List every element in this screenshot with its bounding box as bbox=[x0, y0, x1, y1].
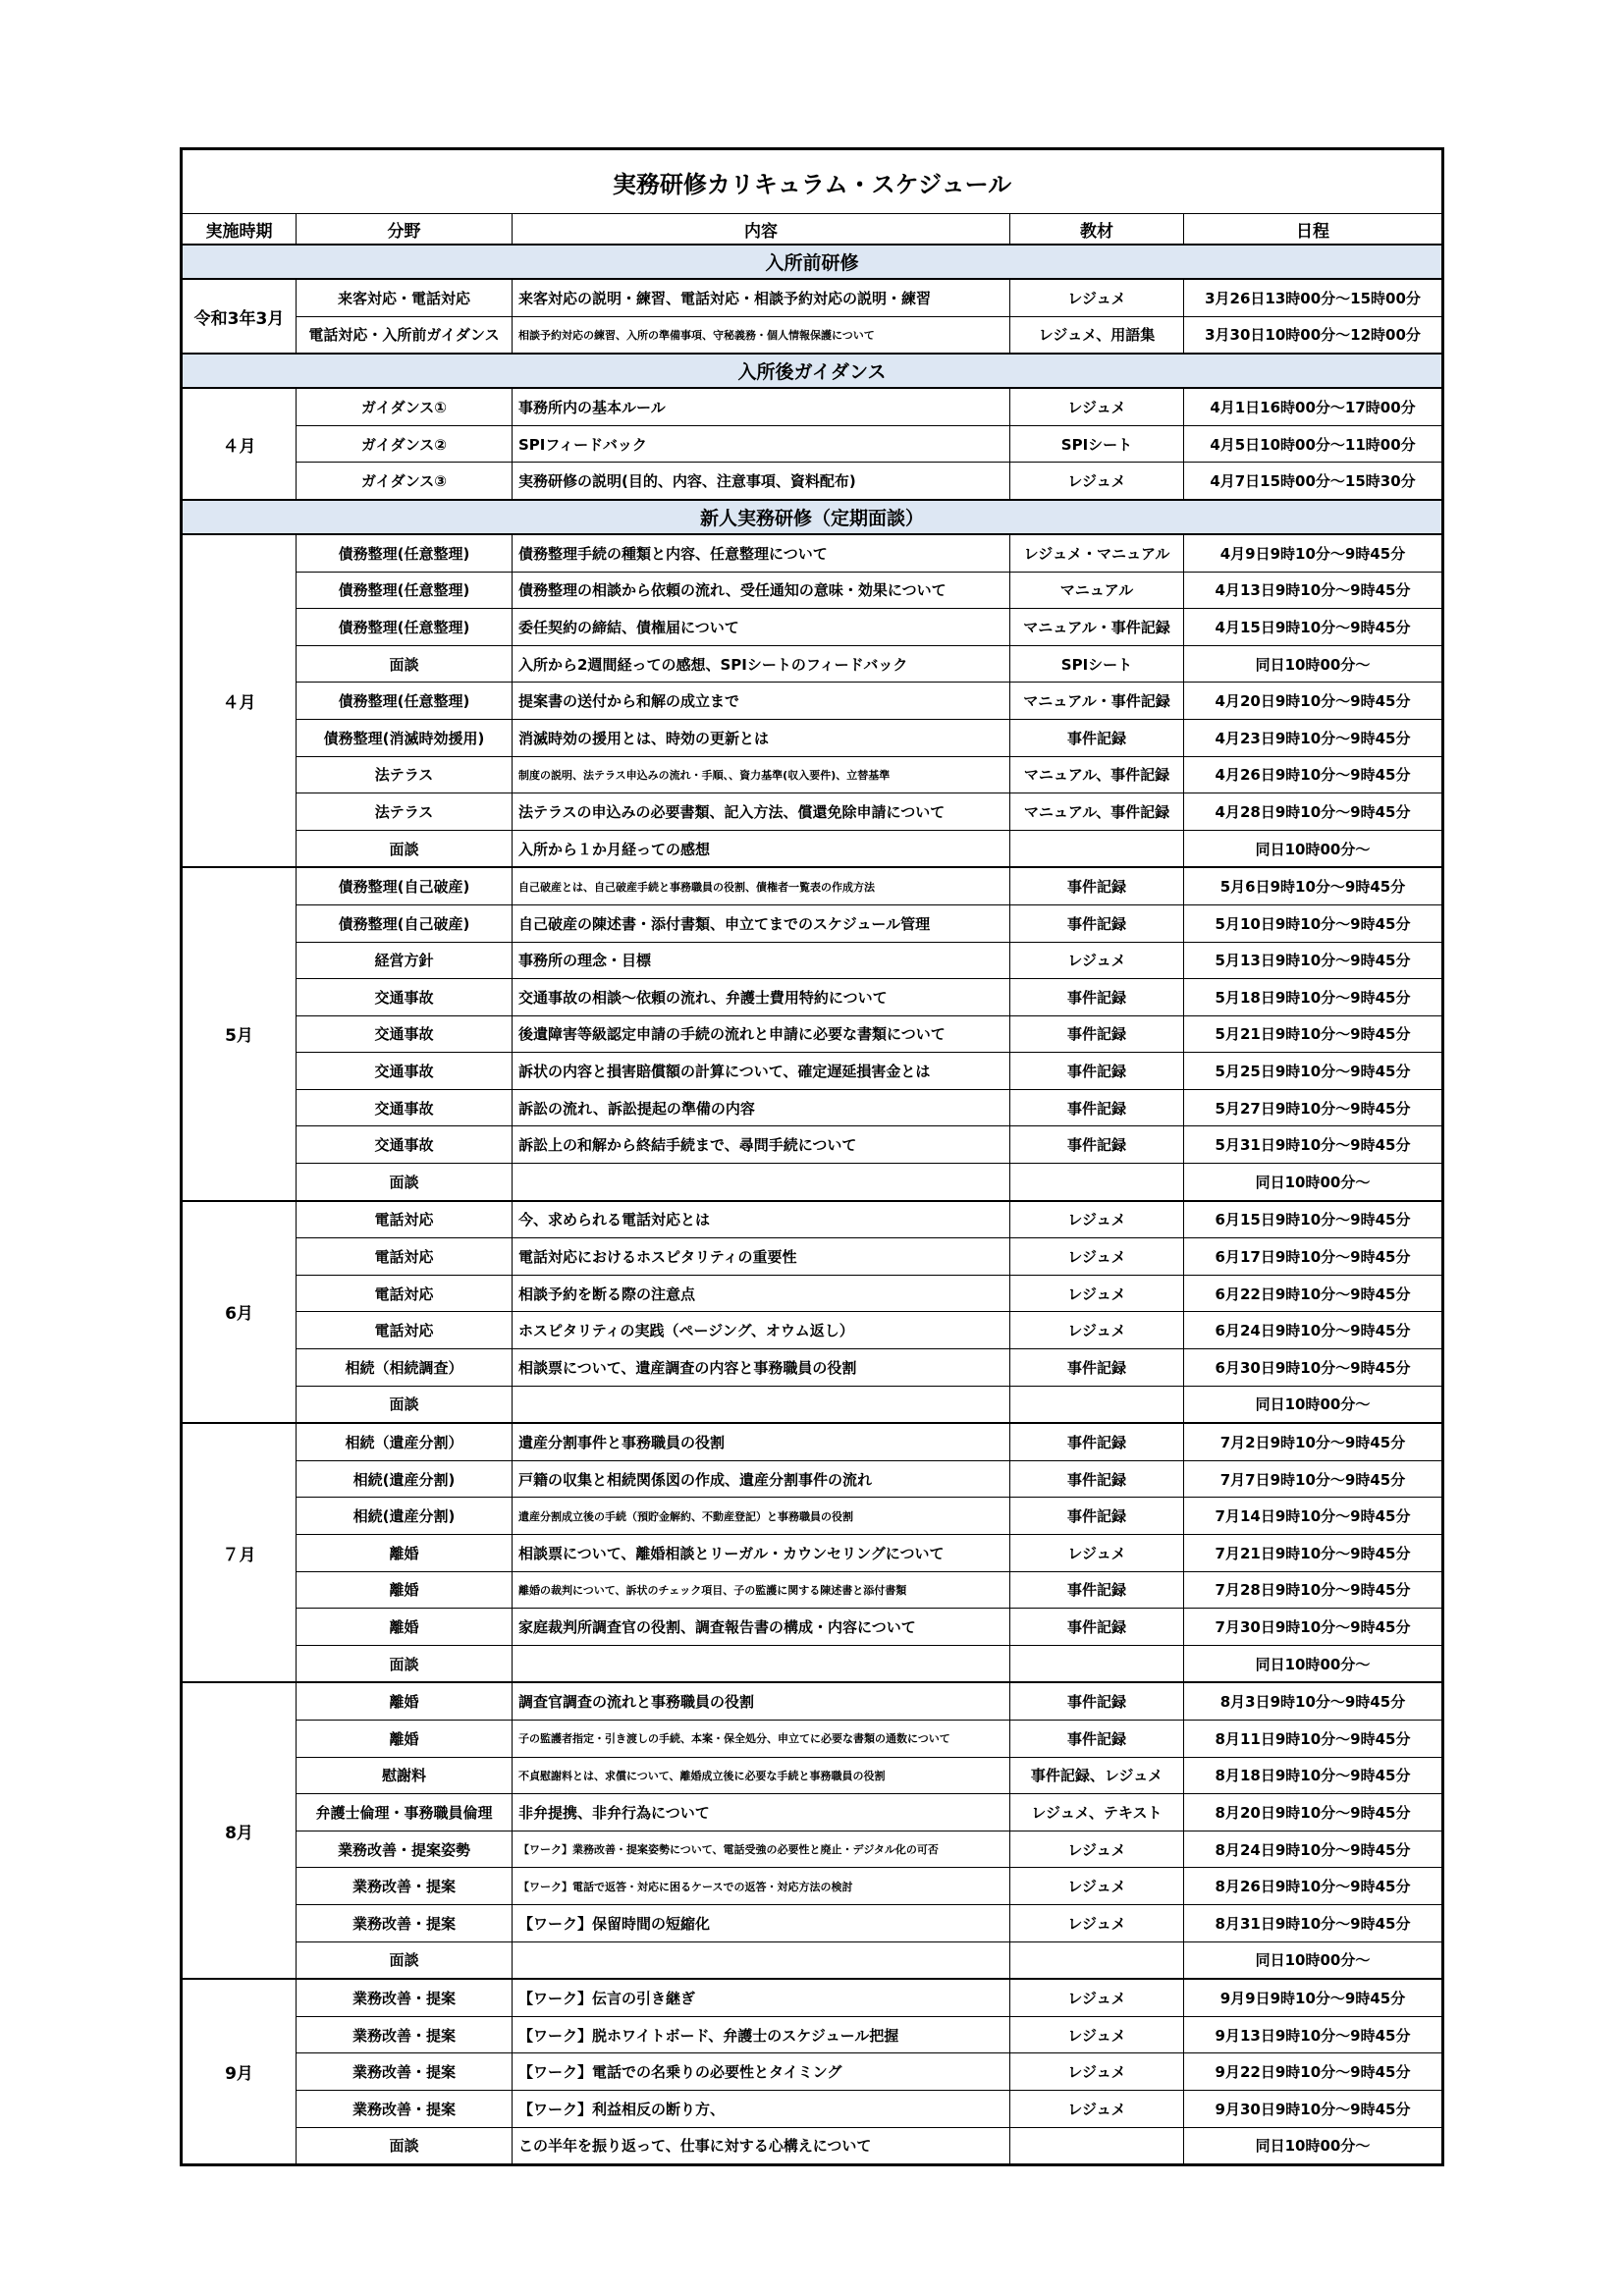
material-cell: レジュメ bbox=[1010, 1238, 1184, 1276]
content-cell: 非弁提携、非弁行為について bbox=[513, 1794, 1010, 1831]
material-cell: レジュメ bbox=[1010, 2016, 1184, 2053]
table-row bbox=[182, 756, 1443, 793]
field-cell: 債務整理(自己破産) bbox=[297, 867, 513, 904]
schedule-cell: 6月15日9時10分～9時45分 bbox=[1184, 1201, 1443, 1238]
material-cell: 事件記録 bbox=[1010, 1682, 1184, 1720]
field-cell: 面談 bbox=[297, 1941, 513, 1979]
field-cell: 債務整理(任意整理) bbox=[297, 572, 513, 609]
field-cell: 電話対応 bbox=[297, 1312, 513, 1349]
schedule-cell: 6月30日9時10分～9時45分 bbox=[1184, 1349, 1443, 1387]
field-cell: 離婚 bbox=[297, 1535, 513, 1572]
schedule-cell: 同日10時00分～ bbox=[1184, 2127, 1443, 2165]
material-cell: SPIシート bbox=[1010, 425, 1184, 463]
table-row bbox=[182, 683, 1443, 720]
material-cell: レジュメ bbox=[1010, 1201, 1184, 1238]
schedule-cell: 4月15日9時10分～9時45分 bbox=[1184, 609, 1443, 646]
table-row bbox=[182, 609, 1443, 646]
field-cell: 離婚 bbox=[297, 1571, 513, 1609]
content-cell: 訴訟の流れ、訴訟提起の準備の内容 bbox=[513, 1089, 1010, 1126]
content-cell: 家庭裁判所調査官の役割、調査報告書の構成・内容について bbox=[513, 1609, 1010, 1646]
table-row bbox=[182, 2053, 1443, 2091]
material-cell: レジュメ、用語集 bbox=[1010, 316, 1184, 354]
material-cell: レジュメ bbox=[1010, 463, 1184, 500]
material-cell: レジュメ bbox=[1010, 1979, 1184, 2016]
field-cell: 交通事故 bbox=[297, 1015, 513, 1053]
field-cell: 債務整理(任意整理) bbox=[297, 683, 513, 720]
table-row bbox=[182, 463, 1443, 500]
table-row bbox=[182, 2016, 1443, 2053]
schedule-cell: 8月3日9時10分～9時45分 bbox=[1184, 1682, 1443, 1720]
material-cell: レジュメ bbox=[1010, 1535, 1184, 1572]
content-cell: 提案書の送付から和解の成立まで bbox=[513, 683, 1010, 720]
material-cell: レジュメ bbox=[1010, 1868, 1184, 1905]
material-cell bbox=[1010, 830, 1184, 867]
table-row bbox=[182, 1053, 1443, 1090]
table-row bbox=[182, 1831, 1443, 1868]
content-cell: 電話対応におけるホスピタリティの重要性 bbox=[513, 1238, 1010, 1276]
header-field: 分野 bbox=[297, 214, 513, 246]
material-cell: 事件記録 bbox=[1010, 979, 1184, 1016]
schedule-cell: 9月30日9時10分～9時45分 bbox=[1184, 2090, 1443, 2127]
content-cell: 委任契約の締結、債権届について bbox=[513, 609, 1010, 646]
field-cell: 業務改善・提案 bbox=[297, 1904, 513, 1941]
content-cell: 債務整理の相談から依頼の流れ、受任通知の意味・効果について bbox=[513, 572, 1010, 609]
table-row bbox=[182, 904, 1443, 942]
table-row bbox=[182, 1682, 1443, 1720]
period-cell: 6月 bbox=[182, 1201, 297, 1424]
content-cell: 【ワーク】電話での名乗りの必要性とタイミング bbox=[513, 2053, 1010, 2091]
table-row bbox=[182, 279, 1443, 316]
field-cell: 弁護士倫理・事務職員倫理 bbox=[297, 1794, 513, 1831]
content-cell: 相談予約対応の練習、入所の準備事項、守秘義務・個人情報保護について bbox=[513, 316, 1010, 354]
content-cell: 消滅時効の援用とは、時効の更新とは bbox=[513, 719, 1010, 756]
field-cell: 面談 bbox=[297, 2127, 513, 2165]
material-cell: 事件記録 bbox=[1010, 1571, 1184, 1609]
material-cell bbox=[1010, 1645, 1184, 1682]
table-row bbox=[182, 1460, 1443, 1498]
material-cell: レジュメ bbox=[1010, 2090, 1184, 2127]
schedule-cell: 同日10時00分～ bbox=[1184, 1645, 1443, 1682]
material-cell: 事件記録 bbox=[1010, 1089, 1184, 1126]
material-cell: マニュアル bbox=[1010, 572, 1184, 609]
schedule-cell: 8月18日9時10分～9時45分 bbox=[1184, 1757, 1443, 1794]
field-cell: 債務整理(任意整理) bbox=[297, 534, 513, 572]
table-row bbox=[182, 719, 1443, 756]
material-cell: マニュアル・事件記録 bbox=[1010, 683, 1184, 720]
content-cell: 子の監護者指定・引き渡しの手続、本案・保全処分、申立てに必要な書類の通数について bbox=[513, 1720, 1010, 1757]
content-cell bbox=[513, 1941, 1010, 1979]
table-row bbox=[182, 1089, 1443, 1126]
table-row bbox=[182, 1498, 1443, 1535]
field-cell: 面談 bbox=[297, 1386, 513, 1423]
material-cell: マニュアル、事件記録 bbox=[1010, 793, 1184, 831]
schedule-cell: 3月26日13時00分～15時00分 bbox=[1184, 279, 1443, 316]
content-cell: 訴状の内容と損害賠償額の計算について、確定遅延損害金とは bbox=[513, 1053, 1010, 1090]
schedule-cell: 4月23日9時10分～9時45分 bbox=[1184, 719, 1443, 756]
schedule-cell: 8月24日9時10分～9時45分 bbox=[1184, 1831, 1443, 1868]
content-cell: 離婚の裁判について、訴状のチェック項目、子の監護に関する陳述書と添付書類 bbox=[513, 1571, 1010, 1609]
material-cell: 事件記録 bbox=[1010, 719, 1184, 756]
material-cell: SPIシート bbox=[1010, 645, 1184, 683]
material-cell: 事件記録 bbox=[1010, 1460, 1184, 1498]
table-row bbox=[182, 1015, 1443, 1053]
content-cell: 法テラスの申込みの必要書類、記入方法、償還免除申請について bbox=[513, 793, 1010, 831]
section-heading: 入所前研修 bbox=[182, 245, 1443, 279]
material-cell: 事件記録 bbox=[1010, 1720, 1184, 1757]
schedule-cell: 5月10日9時10分～9時45分 bbox=[1184, 904, 1443, 942]
field-cell: 法テラス bbox=[297, 756, 513, 793]
field-cell: 交通事故 bbox=[297, 979, 513, 1016]
schedule-cell: 8月26日9時10分～9時45分 bbox=[1184, 1868, 1443, 1905]
field-cell: 債務整理(自己破産) bbox=[297, 904, 513, 942]
period-cell: ４月 bbox=[182, 388, 297, 500]
material-cell: 事件記録 bbox=[1010, 904, 1184, 942]
content-cell: ホスピタリティの実践（ページング、オウム返し） bbox=[513, 1312, 1010, 1349]
table-row bbox=[182, 867, 1443, 904]
field-cell: 相続（相続調査） bbox=[297, 1349, 513, 1387]
table-row bbox=[182, 1645, 1443, 1682]
schedule-cell: 同日10時00分～ bbox=[1184, 1941, 1443, 1979]
material-cell: 事件記録 bbox=[1010, 1423, 1184, 1460]
content-cell bbox=[513, 1386, 1010, 1423]
schedule-cell: 4月26日9時10分～9時45分 bbox=[1184, 756, 1443, 793]
material-cell: レジュメ bbox=[1010, 388, 1184, 425]
material-cell: 事件記録 bbox=[1010, 1349, 1184, 1387]
field-cell: 相続（遺産分割） bbox=[297, 1423, 513, 1460]
content-cell: 制度の説明、法テラス申込みの流れ・手順、、資力基準(収入要件)、立替基準 bbox=[513, 756, 1010, 793]
content-cell: 事務所の理念・目標 bbox=[513, 942, 1010, 979]
section-row bbox=[182, 354, 1443, 388]
content-cell: SPIフィードバック bbox=[513, 425, 1010, 463]
content-cell bbox=[513, 1645, 1010, 1682]
schedule-cell: 8月11日9時10分～9時45分 bbox=[1184, 1720, 1443, 1757]
period-cell: 令和3年3月 bbox=[182, 279, 297, 354]
field-cell: 面談 bbox=[297, 830, 513, 867]
field-cell: 電話対応 bbox=[297, 1201, 513, 1238]
field-cell: 相続(遺産分割) bbox=[297, 1460, 513, 1498]
schedule-cell: 9月13日9時10分～9時45分 bbox=[1184, 2016, 1443, 2053]
content-cell: 遺産分割成立後の手続（預貯金解約、不動産登記）と事務職員の役割 bbox=[513, 1498, 1010, 1535]
table-row bbox=[182, 645, 1443, 683]
field-cell: 慰謝料 bbox=[297, 1757, 513, 1794]
schedule-cell: 5月6日9時10分～9時45分 bbox=[1184, 867, 1443, 904]
schedule-cell: 4月20日9時10分～9時45分 bbox=[1184, 683, 1443, 720]
field-cell: 法テラス bbox=[297, 793, 513, 831]
table-row bbox=[182, 793, 1443, 831]
field-cell: 業務改善・提案姿勢 bbox=[297, 1831, 513, 1868]
material-cell: マニュアル、事件記録 bbox=[1010, 756, 1184, 793]
schedule-cell: 5月31日9時10分～9時45分 bbox=[1184, 1126, 1443, 1164]
content-cell: 訴訟上の和解から終結手続まで、尋問手続について bbox=[513, 1126, 1010, 1164]
field-cell: 電話対応 bbox=[297, 1238, 513, 1276]
content-cell: 遺産分割事件と事務職員の役割 bbox=[513, 1423, 1010, 1460]
table-row bbox=[182, 1164, 1443, 1201]
material-cell bbox=[1010, 1386, 1184, 1423]
table-row bbox=[182, 425, 1443, 463]
field-cell: 交通事故 bbox=[297, 1089, 513, 1126]
period-cell: ４月 bbox=[182, 534, 297, 867]
schedule-cell: 同日10時00分～ bbox=[1184, 645, 1443, 683]
table-row bbox=[182, 1757, 1443, 1794]
content-cell: 事務所内の基本ルール bbox=[513, 388, 1010, 425]
header-content: 内容 bbox=[513, 214, 1010, 246]
content-cell: 今、求められる電話対応とは bbox=[513, 1201, 1010, 1238]
material-cell: 事件記録 bbox=[1010, 1498, 1184, 1535]
table-row bbox=[182, 1941, 1443, 1979]
content-cell: 【ワーク】保留時間の短縮化 bbox=[513, 1904, 1010, 1941]
schedule-cell: 4月7日15時00分～15時30分 bbox=[1184, 463, 1443, 500]
content-cell: 入所から2週間経っての感想、SPIシートのフィードバック bbox=[513, 645, 1010, 683]
table-row bbox=[182, 1349, 1443, 1387]
schedule-cell: 4月28日9時10分～9時45分 bbox=[1184, 793, 1443, 831]
period-cell: ７月 bbox=[182, 1423, 297, 1682]
field-cell: 面談 bbox=[297, 1164, 513, 1201]
period-cell: 9月 bbox=[182, 1979, 297, 2164]
section-heading: 新人実務研修（定期面談） bbox=[182, 500, 1443, 534]
table-row bbox=[182, 1126, 1443, 1164]
schedule-cell: 6月24日9時10分～9時45分 bbox=[1184, 1312, 1443, 1349]
material-cell: レジュメ、テキスト bbox=[1010, 1794, 1184, 1831]
section-row bbox=[182, 500, 1443, 534]
schedule-cell: 9月22日9時10分～9時45分 bbox=[1184, 2053, 1443, 2091]
field-cell: ガイダンス② bbox=[297, 425, 513, 463]
schedule-cell: 8月31日9時10分～9時45分 bbox=[1184, 1904, 1443, 1941]
schedule-cell: 3月30日10時00分～12時00分 bbox=[1184, 316, 1443, 354]
schedule-cell: 4月9日9時10分～9時45分 bbox=[1184, 534, 1443, 572]
table-row bbox=[182, 388, 1443, 425]
field-cell: ガイダンス③ bbox=[297, 463, 513, 500]
field-cell: 交通事故 bbox=[297, 1053, 513, 1090]
field-cell: 電話対応・入所前ガイダンス bbox=[297, 316, 513, 354]
content-cell: 【ワーク】利益相反の断り方、 bbox=[513, 2090, 1010, 2127]
content-cell: 【ワーク】脱ホワイトボード、弁護士のスケジュール把握 bbox=[513, 2016, 1010, 2053]
header-period: 実施時期 bbox=[182, 214, 297, 246]
table-row bbox=[182, 1423, 1443, 1460]
content-cell: 不貞慰謝料とは、求償について、離婚成立後に必要な手続と事務職員の役割 bbox=[513, 1757, 1010, 1794]
material-cell: レジュメ bbox=[1010, 279, 1184, 316]
material-cell: 事件記録、レジュメ bbox=[1010, 1757, 1184, 1794]
table-row bbox=[182, 1275, 1443, 1312]
content-cell: 入所から１か月経っての感想 bbox=[513, 830, 1010, 867]
material-cell: 事件記録 bbox=[1010, 1609, 1184, 1646]
field-cell: 債務整理(任意整理) bbox=[297, 609, 513, 646]
content-cell: 債務整理手続の種類と内容、任意整理について bbox=[513, 534, 1010, 572]
content-cell: 相談票について、離婚相談とリーガル・カウンセリングについて bbox=[513, 1535, 1010, 1572]
period-cell: 8月 bbox=[182, 1682, 297, 1979]
field-cell: 相続(遺産分割) bbox=[297, 1498, 513, 1535]
content-cell bbox=[513, 1164, 1010, 1201]
field-cell: 業務改善・提案 bbox=[297, 2090, 513, 2127]
field-cell: 面談 bbox=[297, 1645, 513, 1682]
table-row bbox=[182, 1979, 1443, 2016]
table-row bbox=[182, 1386, 1443, 1423]
schedule-cell: 同日10時00分～ bbox=[1184, 1164, 1443, 1201]
content-cell: 交通事故の相談～依頼の流れ、弁護士費用特約について bbox=[513, 979, 1010, 1016]
schedule-cell: 6月22日9時10分～9時45分 bbox=[1184, 1275, 1443, 1312]
table-row bbox=[182, 979, 1443, 1016]
table-row bbox=[182, 2090, 1443, 2127]
content-cell: 相談票について、遺産調査の内容と事務職員の役割 bbox=[513, 1349, 1010, 1387]
schedule-cell: 同日10時00分～ bbox=[1184, 1386, 1443, 1423]
material-cell: レジュメ bbox=[1010, 1904, 1184, 1941]
material-cell: マニュアル・事件記録 bbox=[1010, 609, 1184, 646]
field-cell: 業務改善・提案 bbox=[297, 1868, 513, 1905]
schedule-cell: 4月5日10時00分～11時00分 bbox=[1184, 425, 1443, 463]
field-cell: 来客対応・電話対応 bbox=[297, 279, 513, 316]
schedule-cell: 7月7日9時10分～9時45分 bbox=[1184, 1460, 1443, 1498]
material-cell: 事件記録 bbox=[1010, 867, 1184, 904]
content-cell: 相談予約を断る際の注意点 bbox=[513, 1275, 1010, 1312]
material-cell: レジュメ bbox=[1010, 1312, 1184, 1349]
schedule-cell: 7月2日9時10分～9時45分 bbox=[1184, 1423, 1443, 1460]
table-row bbox=[182, 572, 1443, 609]
material-cell: レジュメ bbox=[1010, 2053, 1184, 2091]
period-cell: 5月 bbox=[182, 867, 297, 1200]
schedule-cell: 7月21日9時10分～9時45分 bbox=[1184, 1535, 1443, 1572]
material-cell: レジュメ bbox=[1010, 1275, 1184, 1312]
material-cell: レジュメ bbox=[1010, 1831, 1184, 1868]
curriculum-table bbox=[180, 147, 1444, 2166]
table-row bbox=[182, 316, 1443, 354]
table-row bbox=[182, 1868, 1443, 1905]
field-cell: 電話対応 bbox=[297, 1275, 513, 1312]
schedule-cell: 9月9日9時10分～9時45分 bbox=[1184, 1979, 1443, 2016]
table-row bbox=[182, 1312, 1443, 1349]
field-cell: 離婚 bbox=[297, 1609, 513, 1646]
schedule-cell: 5月18日9時10分～9時45分 bbox=[1184, 979, 1443, 1016]
schedule-cell: 5月21日9時10分～9時45分 bbox=[1184, 1015, 1443, 1053]
page-title: 実務研修カリキュラム・スケジュール bbox=[182, 149, 1443, 214]
field-cell: 業務改善・提案 bbox=[297, 1979, 513, 2016]
table-row bbox=[182, 942, 1443, 979]
material-cell: レジュメ・マニュアル bbox=[1010, 534, 1184, 572]
table-row bbox=[182, 1571, 1443, 1609]
schedule-cell: 8月20日9時10分～9時45分 bbox=[1184, 1794, 1443, 1831]
field-cell: 業務改善・提案 bbox=[297, 2053, 513, 2091]
content-cell: 実務研修の説明(目的、内容、注意事項、資料配布) bbox=[513, 463, 1010, 500]
table-row bbox=[182, 534, 1443, 572]
schedule-cell: 7月30日9時10分～9時45分 bbox=[1184, 1609, 1443, 1646]
header-row bbox=[182, 214, 1443, 246]
table-row bbox=[182, 1201, 1443, 1238]
schedule-cell: 4月1日16時00分～17時00分 bbox=[1184, 388, 1443, 425]
content-cell: 【ワーク】業務改善・提案姿勢について、電話受強の必要性と廃止・デジタル化の可否 bbox=[513, 1831, 1010, 1868]
content-cell: この半年を振り返って、仕事に対する心構えについて bbox=[513, 2127, 1010, 2165]
table-row bbox=[182, 1904, 1443, 1941]
table-row bbox=[182, 2127, 1443, 2165]
field-cell: 債務整理(消滅時効援用) bbox=[297, 719, 513, 756]
table-row bbox=[182, 1720, 1443, 1757]
content-cell: 戸籍の収集と相続関係図の作成、遺産分割事件の流れ bbox=[513, 1460, 1010, 1498]
content-cell: 自己破産の陳述書・添付書類、申立てまでのスケジュール管理 bbox=[513, 904, 1010, 942]
table-row bbox=[182, 1535, 1443, 1572]
material-cell: 事件記録 bbox=[1010, 1126, 1184, 1164]
schedule-cell: 5月27日9時10分～9時45分 bbox=[1184, 1089, 1443, 1126]
material-cell bbox=[1010, 1164, 1184, 1201]
table-row bbox=[182, 1794, 1443, 1831]
schedule-cell: 6月17日9時10分～9時45分 bbox=[1184, 1238, 1443, 1276]
material-cell: 事件記録 bbox=[1010, 1015, 1184, 1053]
content-cell: 自己破産とは、自己破産手続と事務職員の役割、債権者一覧表の作成方法 bbox=[513, 867, 1010, 904]
field-cell: 業務改善・提案 bbox=[297, 2016, 513, 2053]
schedule-cell: 7月14日9時10分～9時45分 bbox=[1184, 1498, 1443, 1535]
material-cell bbox=[1010, 1941, 1184, 1979]
table-row bbox=[182, 1238, 1443, 1276]
section-row bbox=[182, 245, 1443, 279]
content-cell: 【ワーク】電話で返答・対応に困るケースでの返答・対応方法の検討 bbox=[513, 1868, 1010, 1905]
content-cell: 後遺障害等級認定申請の手続の流れと申請に必要な書類について bbox=[513, 1015, 1010, 1053]
material-cell bbox=[1010, 2127, 1184, 2165]
header-schedule: 日程 bbox=[1184, 214, 1443, 246]
schedule-cell: 5月25日9時10分～9時45分 bbox=[1184, 1053, 1443, 1090]
field-cell: 交通事故 bbox=[297, 1126, 513, 1164]
schedule-cell: 5月13日9時10分～9時45分 bbox=[1184, 942, 1443, 979]
material-cell: レジュメ bbox=[1010, 942, 1184, 979]
schedule-cell: 同日10時00分～ bbox=[1184, 830, 1443, 867]
field-cell: 経営方針 bbox=[297, 942, 513, 979]
header-material: 教材 bbox=[1010, 214, 1184, 246]
table-row bbox=[182, 1609, 1443, 1646]
table-row bbox=[182, 830, 1443, 867]
material-cell: 事件記録 bbox=[1010, 1053, 1184, 1090]
field-cell: 面談 bbox=[297, 645, 513, 683]
field-cell: 離婚 bbox=[297, 1682, 513, 1720]
schedule-cell: 4月13日9時10分～9時45分 bbox=[1184, 572, 1443, 609]
field-cell: ガイダンス① bbox=[297, 388, 513, 425]
field-cell: 離婚 bbox=[297, 1720, 513, 1757]
content-cell: 調査官調査の流れと事務職員の役割 bbox=[513, 1682, 1010, 1720]
content-cell: 【ワーク】伝言の引き継ぎ bbox=[513, 1979, 1010, 2016]
schedule-cell: 7月28日9時10分～9時45分 bbox=[1184, 1571, 1443, 1609]
section-heading: 入所後ガイダンス bbox=[182, 354, 1443, 388]
content-cell: 来客対応の説明・練習、電話対応・相談予約対応の説明・練習 bbox=[513, 279, 1010, 316]
